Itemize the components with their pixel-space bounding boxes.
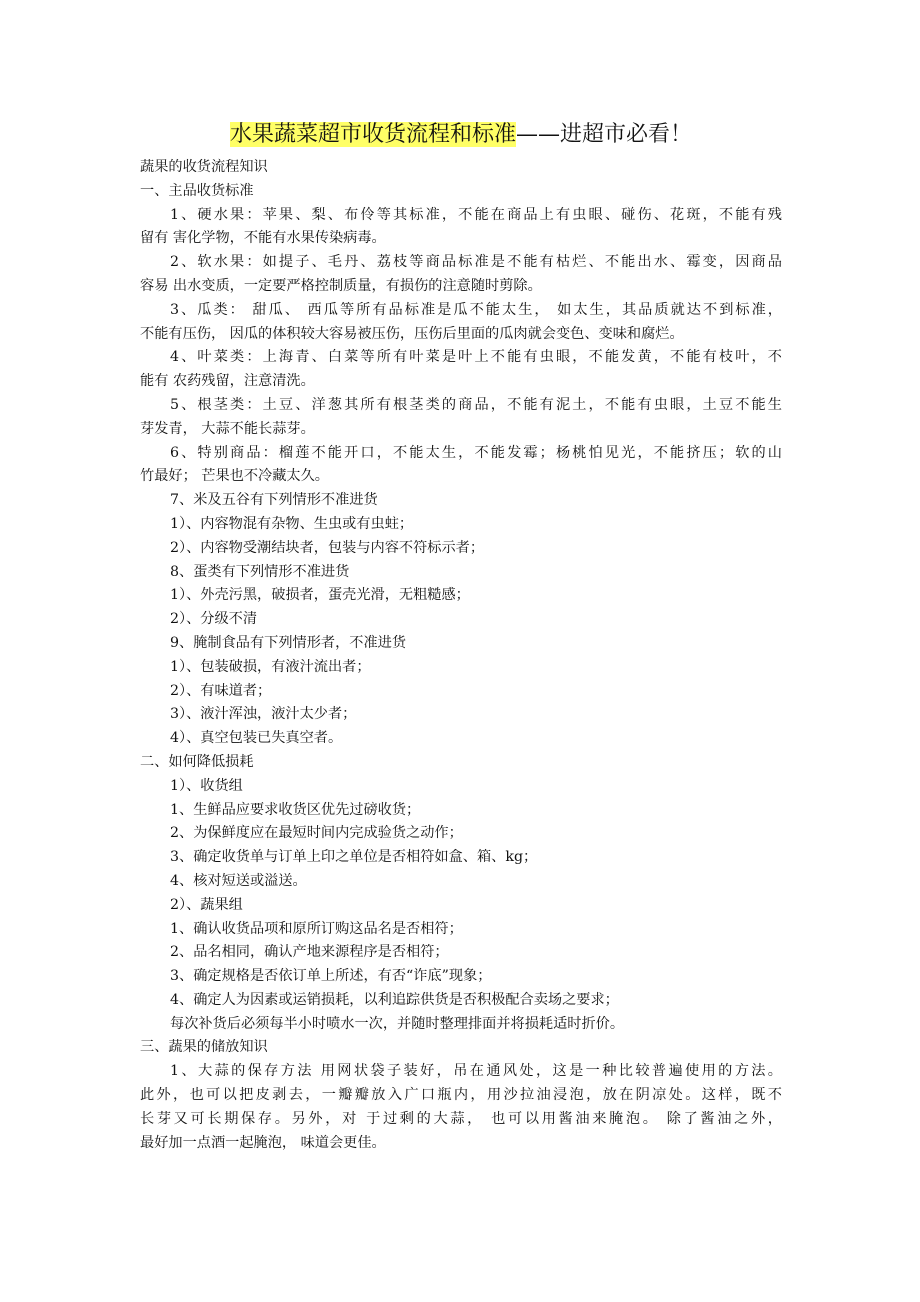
paragraph-line: 留有 害化学物，不能有水果传染病毒。 bbox=[140, 230, 386, 247]
paragraph-line: 竹最好； 芒果也不冷藏太久。 bbox=[140, 468, 329, 485]
document-page bbox=[140, 118, 782, 1155]
section-heading-3: 三、蔬果的储放知识 bbox=[140, 1039, 268, 1056]
section-heading-1: 一、主品收货标准 bbox=[140, 182, 254, 199]
document-title bbox=[140, 118, 782, 152]
paragraph-line: 不能有压伤， 因瓜的体积较大容易被压伤，压伤后里面的瓜肉就会变色、变味和腐烂。 bbox=[140, 325, 684, 342]
list-item: 4、核对短送或溢送。 bbox=[170, 872, 307, 889]
list-item: 7、米及五谷有下列情形不准进货 bbox=[170, 492, 378, 509]
section-heading-2: 二、如何降低损耗 bbox=[140, 753, 254, 770]
paragraph-line: 6、特别商品：榴莲不能开口，不能太生，不能发霉；杨桃怕见光，不能挤压；软的山 bbox=[170, 444, 782, 461]
list-item: 1）、内容物混有杂物、生虫或有虫蛀； bbox=[170, 515, 414, 532]
paragraph-line: 容易 出水变质，一定要严格控制质量，有损伤的注意随时剪除。 bbox=[140, 277, 542, 294]
list-item: 1）、包装破损，有液汁流出者； bbox=[170, 658, 371, 675]
paragraph-line: 4、叶菜类：上海青、白菜等所有叶菜是叶上不能有虫眼，不能发黄，不能有枝叶，不 bbox=[170, 349, 782, 366]
paragraph-line: 长芽又可长期保存。另外，对 于过剩的大蒜， 也可以用酱油来腌泡。 除了酱油之外， bbox=[140, 1110, 782, 1127]
list-item: 每次补货后必须每半小时喷水一次，并随时整理排面并将损耗适时折价。 bbox=[170, 1015, 625, 1032]
paragraph-line: 1、硬水果：苹果、梨、布伶等其标准，不能在商品上有虫眼、碰伤、花斑，不能有残 bbox=[170, 206, 782, 223]
paragraph-line: 此外，也可以把皮剥去，一瓣瓣放入广口瓶内，用沙拉油浸泡，放在阴凉处。这样，既不 bbox=[140, 1087, 782, 1104]
subtitle: 蔬果的收货流程知识 bbox=[140, 159, 268, 175]
paragraph-line: 3、瓜类： 甜瓜、 西瓜等所有品标准是瓜不能太生， 如太生，其品质就达不到标准， bbox=[170, 301, 782, 318]
paragraph-line: 能有 农药残留，注意清洗。 bbox=[140, 373, 315, 390]
list-item: 1、生鲜品应要求收货区优先过磅收货； bbox=[170, 801, 421, 818]
paragraph-line: 1、大蒜的保存方法 用网状袋子装好，吊在通风处，这是一种比较普遍使用的方法。 bbox=[170, 1063, 782, 1080]
list-item: 2、品名相同，确认产地来源程序是否相符； bbox=[170, 944, 449, 961]
list-item: 2）、内容物受潮结块者，包装与内容不符标示者； bbox=[170, 539, 485, 556]
list-item: 9、腌制食品有下列情形者，不准进货 bbox=[170, 634, 407, 651]
list-item: 2、为保鲜度应在最短时间内完成验货之动作； bbox=[170, 825, 463, 842]
paragraph-line: 2、软水果：如提子、毛丹、荔枝等商品标准是不能有枯烂、不能出水、霉变，因商品 bbox=[170, 254, 782, 271]
paragraph-line: 最好加一点酒一起腌泡， 味道会更佳。 bbox=[140, 1134, 386, 1151]
list-item: 2）、分级不清 bbox=[170, 611, 258, 628]
title-rest: ——进超市必看！ bbox=[516, 122, 693, 147]
list-item: 1、确认收货品项和原所订购这品名是否相符； bbox=[170, 920, 463, 937]
paragraph-line: 5、根茎类：土豆、洋葱其所有根茎类的商品，不能有泥土，不能有虫眼，土豆不能生 bbox=[170, 396, 782, 413]
list-item: 2）、有味道者； bbox=[170, 682, 272, 699]
list-item: 1）、收货组 bbox=[170, 777, 243, 794]
list-item: 4）、真空包装已失真空者。 bbox=[170, 730, 343, 747]
list-item: 8、蛋类有下列情形不准进货 bbox=[170, 563, 350, 580]
list-item: 3、确定收货单与订单上印之单位是否相符如盒、箱、kg； bbox=[170, 849, 538, 866]
list-item: 4、确定人为因素或运销损耗，以利追踪供货是否积极配合卖场之要求； bbox=[170, 991, 619, 1008]
list-item: 3、确定规格是否依订单上所述，有否“诈底”现象； bbox=[170, 968, 492, 985]
paragraph-line: 芽发青， 大蒜不能长蒜芽。 bbox=[140, 420, 315, 437]
title-highlighted: 水果蔬菜超市收货流程和标准 bbox=[229, 122, 516, 147]
list-item: 3）、液汁浑浊，液汁太少者； bbox=[170, 706, 357, 723]
list-item: 2）、蔬果组 bbox=[170, 896, 243, 913]
list-item: 1）、外壳污黑，破损者，蛋壳光滑，无粗糙感； bbox=[170, 587, 470, 604]
